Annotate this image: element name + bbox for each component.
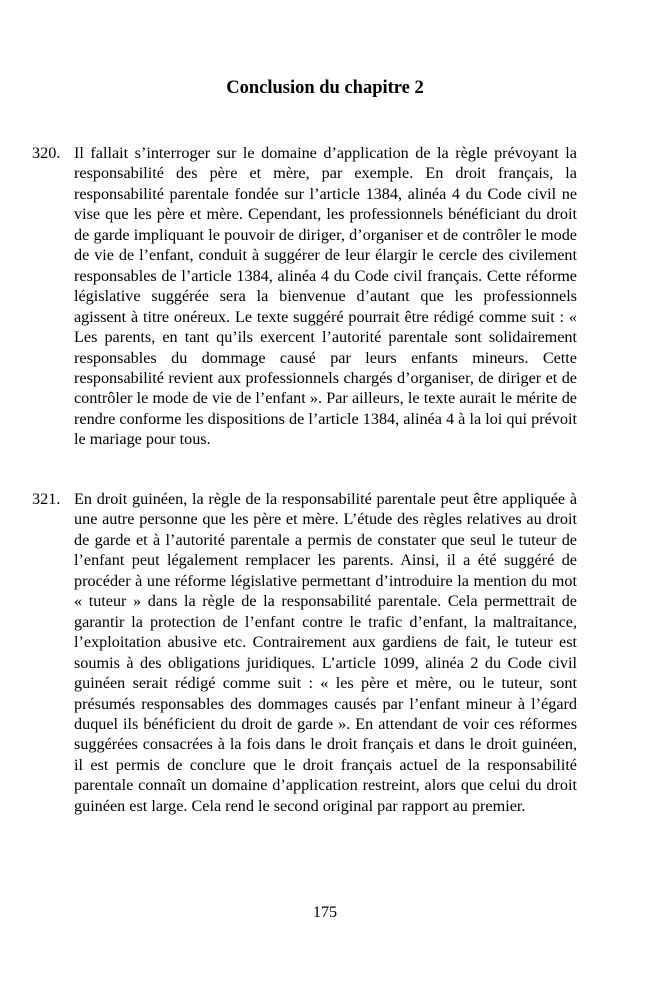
paragraph-number: 321. [32,490,61,508]
paragraph-321 [32,489,577,816]
page-number: 175 [312,903,338,921]
paragraph-text: Il fallait s’interroger sur le domaine d’application de la règle prévoyant la responsabilité des père et mère, par exemple. En droit français, la responsabilité parentale fondée sur l’article 1384, alinéa 4 du Code civil ne vise que les père et mère. Cependant, les professionnels bénéficiant du droit de garde impliquant le pouvoir de diriger, d’organiser et de contrôler le mode de vie de l’enfant, conduit à suggérer de leur élargir le cercle des civilement responsables de l’article 1384, alinéa 4 du Code civil français. Cette réforme législative suggérée sera la bienvenue d’autant que les professionnels agissent à titre onéreux. Le texte suggéré pourrait être rédigé comme suit : « Les parents, en tant qu’ils exercent l’autorité parentale sont solidairement responsables du dommage causé par leurs enfants mineurs. Cette responsabilité revient aux professionnels chargés d’organiser, de diriger et de contrôler le mode de vie de l’enfant ». Par ailleurs, le texte aurait le mérite de rendre conforme les dispositions de l’article 1384, alinéa 4 à la loi qui prévoit le mariage pour tous. [74,144,577,449]
paragraph-text: En droit guinéen, la règle de la responsabilité parentale peut être appliquée à une autre personne que les père et mère. L’étude des règles relatives au droit de garde et à l’autorité parentale a permis de constater que seul le tuteur de l’enfant peut légalement remplacer les parents. Ainsi, il a été suggéré de procéder à une réforme législative permettant d’introduire la mention du mot « tuteur » dans la règle de la responsabilité parentale. Cela permettrait de garantir la protection de l’enfant contre le trafic d’enfant, la maltraitance, l’exploitation abusive etc. Contrairement aux gardiens de fait, le tuteur est soumis à des obligations juridiques. L’article 1099, alinéa 2 du Code civil guinéen serait rédigé comme suit : « les père et mère, ou le tuteur, sont présumés responsables des dommages causés par l’enfant mineur à l’égard duquel ils bénéficient du droit de garde ». En attendant de voir ces réformes suggérées consacrées à la fois dans le droit français et dans le droit guinéen, il est permis de conclure que le droit français actuel de la responsabilité parentale connaît un domaine d’application restreint, alors que celui du droit guinéen est large. Cela rend le second original par rapport au premier. [74,490,577,815]
paragraph-320 [32,143,577,450]
chapter-conclusion-title: Conclusion du chapitre 2 [226,78,424,98]
paragraph-number: 320. [32,144,61,162]
